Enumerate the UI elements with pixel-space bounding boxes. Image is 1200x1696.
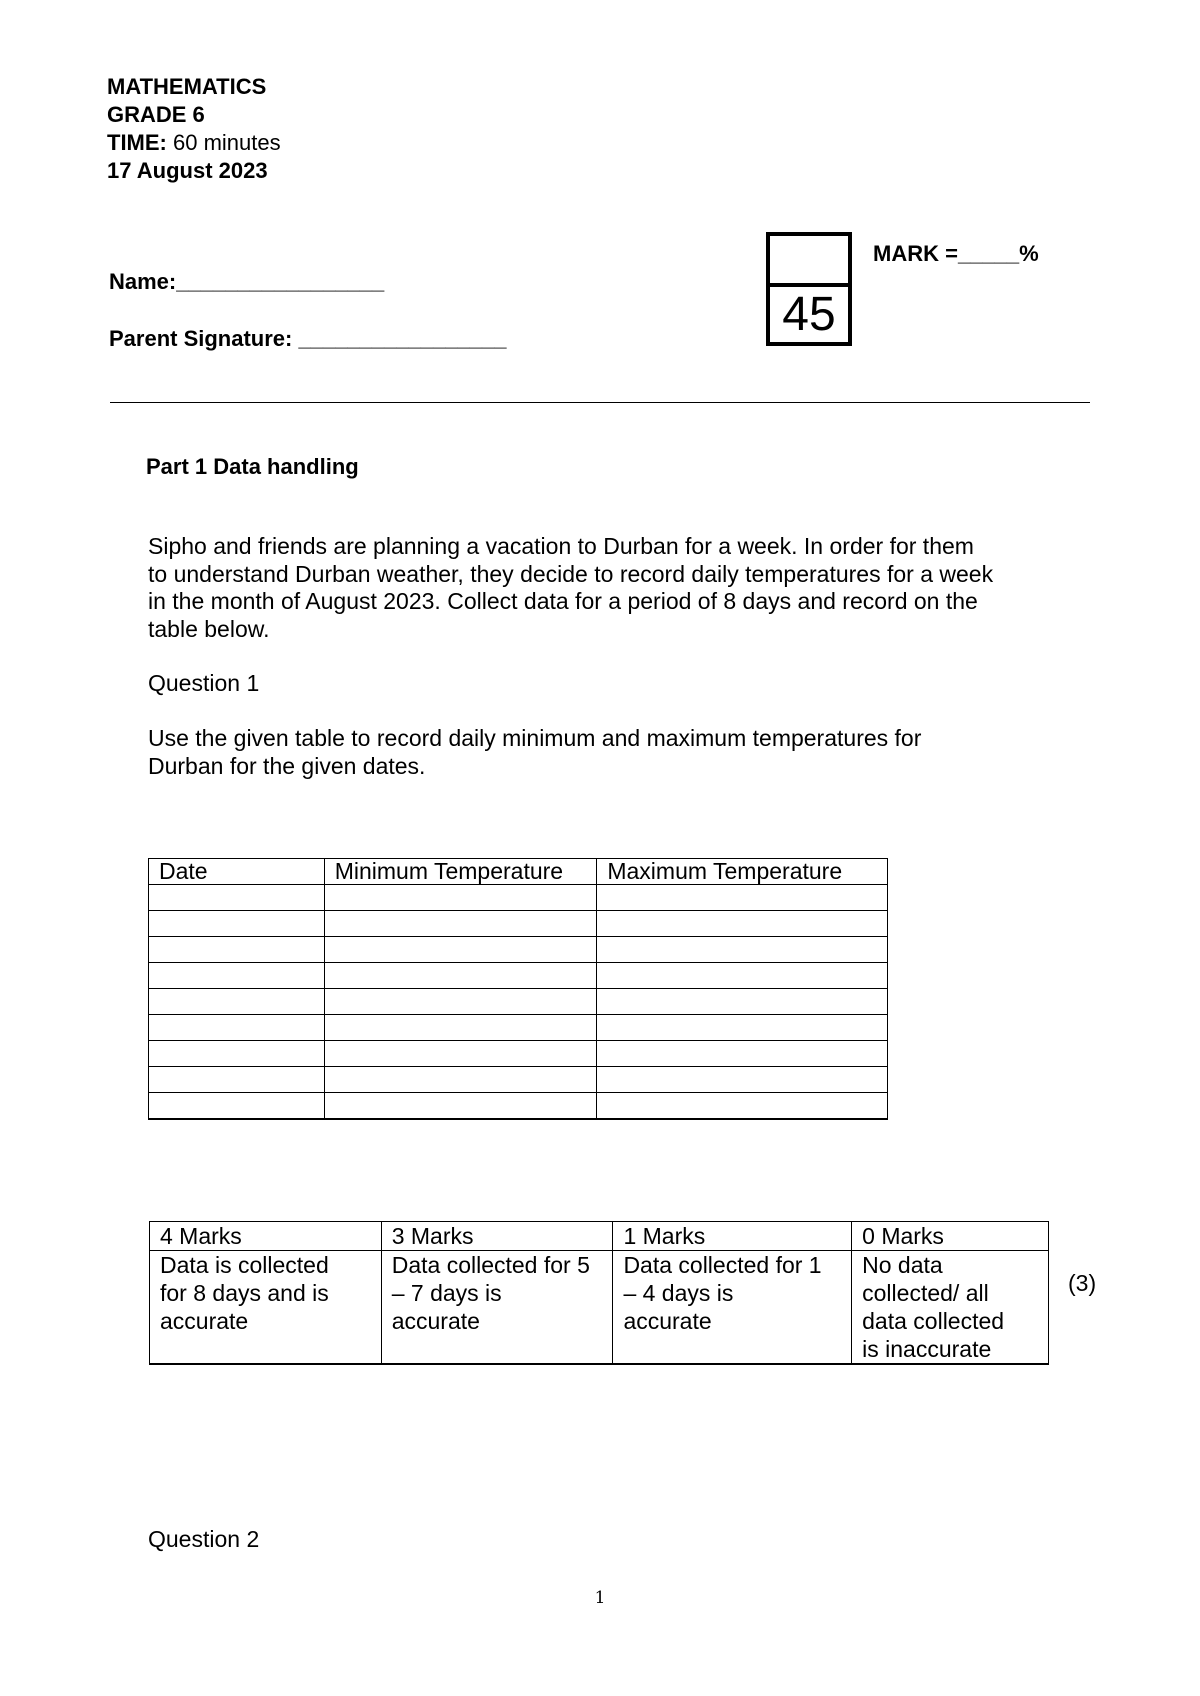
date-cell[interactable] — [149, 1041, 325, 1067]
date-cell[interactable] — [149, 1093, 325, 1120]
rubric-line: Data collected for 5 — [391, 1252, 590, 1278]
rubric-line: No data — [862, 1252, 943, 1278]
min-temp-cell[interactable] — [324, 937, 597, 963]
rubric-description-0-marks — [852, 1251, 1049, 1365]
rubric-line: accurate — [391, 1308, 480, 1334]
intro-paragraph — [148, 533, 1068, 643]
time-value: 60 minutes — [166, 130, 281, 155]
min-temp-cell[interactable] — [324, 1041, 597, 1067]
header-divider — [110, 402, 1090, 403]
exam-date: 17 August 2023 — [107, 158, 268, 183]
time-line — [107, 129, 281, 157]
subject-title: MATHEMATICS — [107, 74, 267, 99]
intro-line: Sipho and friends are planning a vacation to Durban for a week. In order for them — [148, 533, 974, 559]
date-cell[interactable] — [149, 911, 325, 937]
question1-text — [148, 725, 1068, 780]
rubric-table — [149, 1221, 1049, 1365]
table-row — [149, 1093, 888, 1120]
rubric-line: is inaccurate — [862, 1336, 992, 1362]
table-row — [149, 1067, 888, 1093]
mark-box — [766, 232, 852, 346]
table-row — [149, 885, 888, 911]
max-temp-cell[interactable] — [597, 937, 888, 963]
rubric-line: accurate — [160, 1308, 249, 1334]
table-row — [149, 1015, 888, 1041]
rubric-line: Data collected for 1 — [623, 1252, 822, 1278]
temperature-table — [148, 858, 888, 1120]
part1-heading: Part 1 Data handling — [146, 454, 359, 479]
header-minimum-temperature: Minimum Temperature — [324, 859, 597, 885]
rubric-line: Data is collected — [160, 1252, 329, 1278]
rubric-header-row — [150, 1222, 1049, 1251]
question1-label: Question 1 — [148, 670, 260, 696]
rubric-header-4-marks: 4 Marks — [150, 1222, 382, 1251]
table-row — [149, 989, 888, 1015]
max-temp-cell[interactable] — [597, 1015, 888, 1041]
intro-line: table below. — [148, 615, 270, 642]
name-field[interactable] — [109, 268, 384, 296]
table-row — [149, 937, 888, 963]
rubric-line: collected/ all — [862, 1280, 989, 1306]
rubric-line: – 4 days is — [623, 1280, 734, 1306]
rubric-line: data collected — [862, 1308, 1005, 1334]
max-temp-cell[interactable] — [597, 885, 888, 911]
date-cell[interactable] — [149, 1015, 325, 1041]
question1-line: Use the given table to record daily minimum and maximum temperatures for — [148, 725, 922, 751]
name-blank[interactable]: _________________ — [176, 269, 385, 294]
mark-total: 45 — [782, 287, 836, 341]
rubric-line: – 7 days is — [391, 1280, 502, 1306]
rubric-line: for 8 days and is — [160, 1280, 329, 1306]
rubric-description-3-marks — [381, 1251, 613, 1365]
max-temp-cell[interactable] — [597, 1067, 888, 1093]
mark-percentage: MARK =_____% — [873, 241, 1039, 266]
max-temp-cell[interactable] — [597, 989, 888, 1015]
date-cell[interactable] — [149, 963, 325, 989]
question1-line: Durban for the given dates. — [148, 752, 426, 779]
date-cell[interactable] — [149, 1067, 325, 1093]
parent-signature-label: Parent Signature: — [109, 326, 299, 351]
min-temp-cell[interactable] — [324, 1015, 597, 1041]
table-row — [149, 963, 888, 989]
max-temp-cell[interactable] — [597, 1041, 888, 1067]
parent-signature-field[interactable] — [109, 325, 507, 353]
min-temp-cell[interactable] — [324, 1093, 597, 1120]
max-temp-cell[interactable] — [597, 911, 888, 937]
rubric-description-row — [150, 1251, 1049, 1365]
date-cell[interactable] — [149, 989, 325, 1015]
table-header-row — [149, 859, 888, 885]
min-temp-cell[interactable] — [324, 989, 597, 1015]
name-label: Name: — [109, 269, 177, 294]
header-date: Date — [149, 859, 325, 885]
time-label: TIME: — [107, 130, 167, 155]
table-row — [149, 1041, 888, 1067]
parent-signature-blank[interactable]: _________________ — [298, 326, 507, 351]
header-maximum-temperature: Maximum Temperature — [597, 859, 888, 885]
rubric-header-3-marks: 3 Marks — [381, 1222, 613, 1251]
intro-line: to understand Durban weather, they decide to record daily temperatures for a week — [148, 560, 994, 587]
rubric-header-1-marks: 1 Marks — [613, 1222, 852, 1251]
question2-label: Question 2 — [148, 1526, 260, 1552]
max-temp-cell[interactable] — [597, 1093, 888, 1120]
min-temp-cell[interactable] — [324, 911, 597, 937]
min-temp-cell[interactable] — [324, 963, 597, 989]
min-temp-cell[interactable] — [324, 1067, 597, 1093]
grade-label: GRADE 6 — [107, 102, 205, 127]
rubric-description-4-marks — [150, 1251, 382, 1365]
date-cell[interactable] — [149, 937, 325, 963]
date-cell[interactable] — [149, 885, 325, 911]
rubric-header-0-marks: 0 Marks — [852, 1222, 1049, 1251]
page-number: 1 — [594, 1588, 606, 1608]
intro-line: in the month of August 2023. Collect data for a period of 8 days and record on the — [148, 588, 978, 614]
table-row — [149, 911, 888, 937]
rubric-line: accurate — [623, 1308, 712, 1334]
question1-marks: (3) — [1068, 1270, 1097, 1296]
max-temp-cell[interactable] — [597, 963, 888, 989]
min-temp-cell[interactable] — [324, 885, 597, 911]
rubric-description-1-marks — [613, 1251, 852, 1365]
